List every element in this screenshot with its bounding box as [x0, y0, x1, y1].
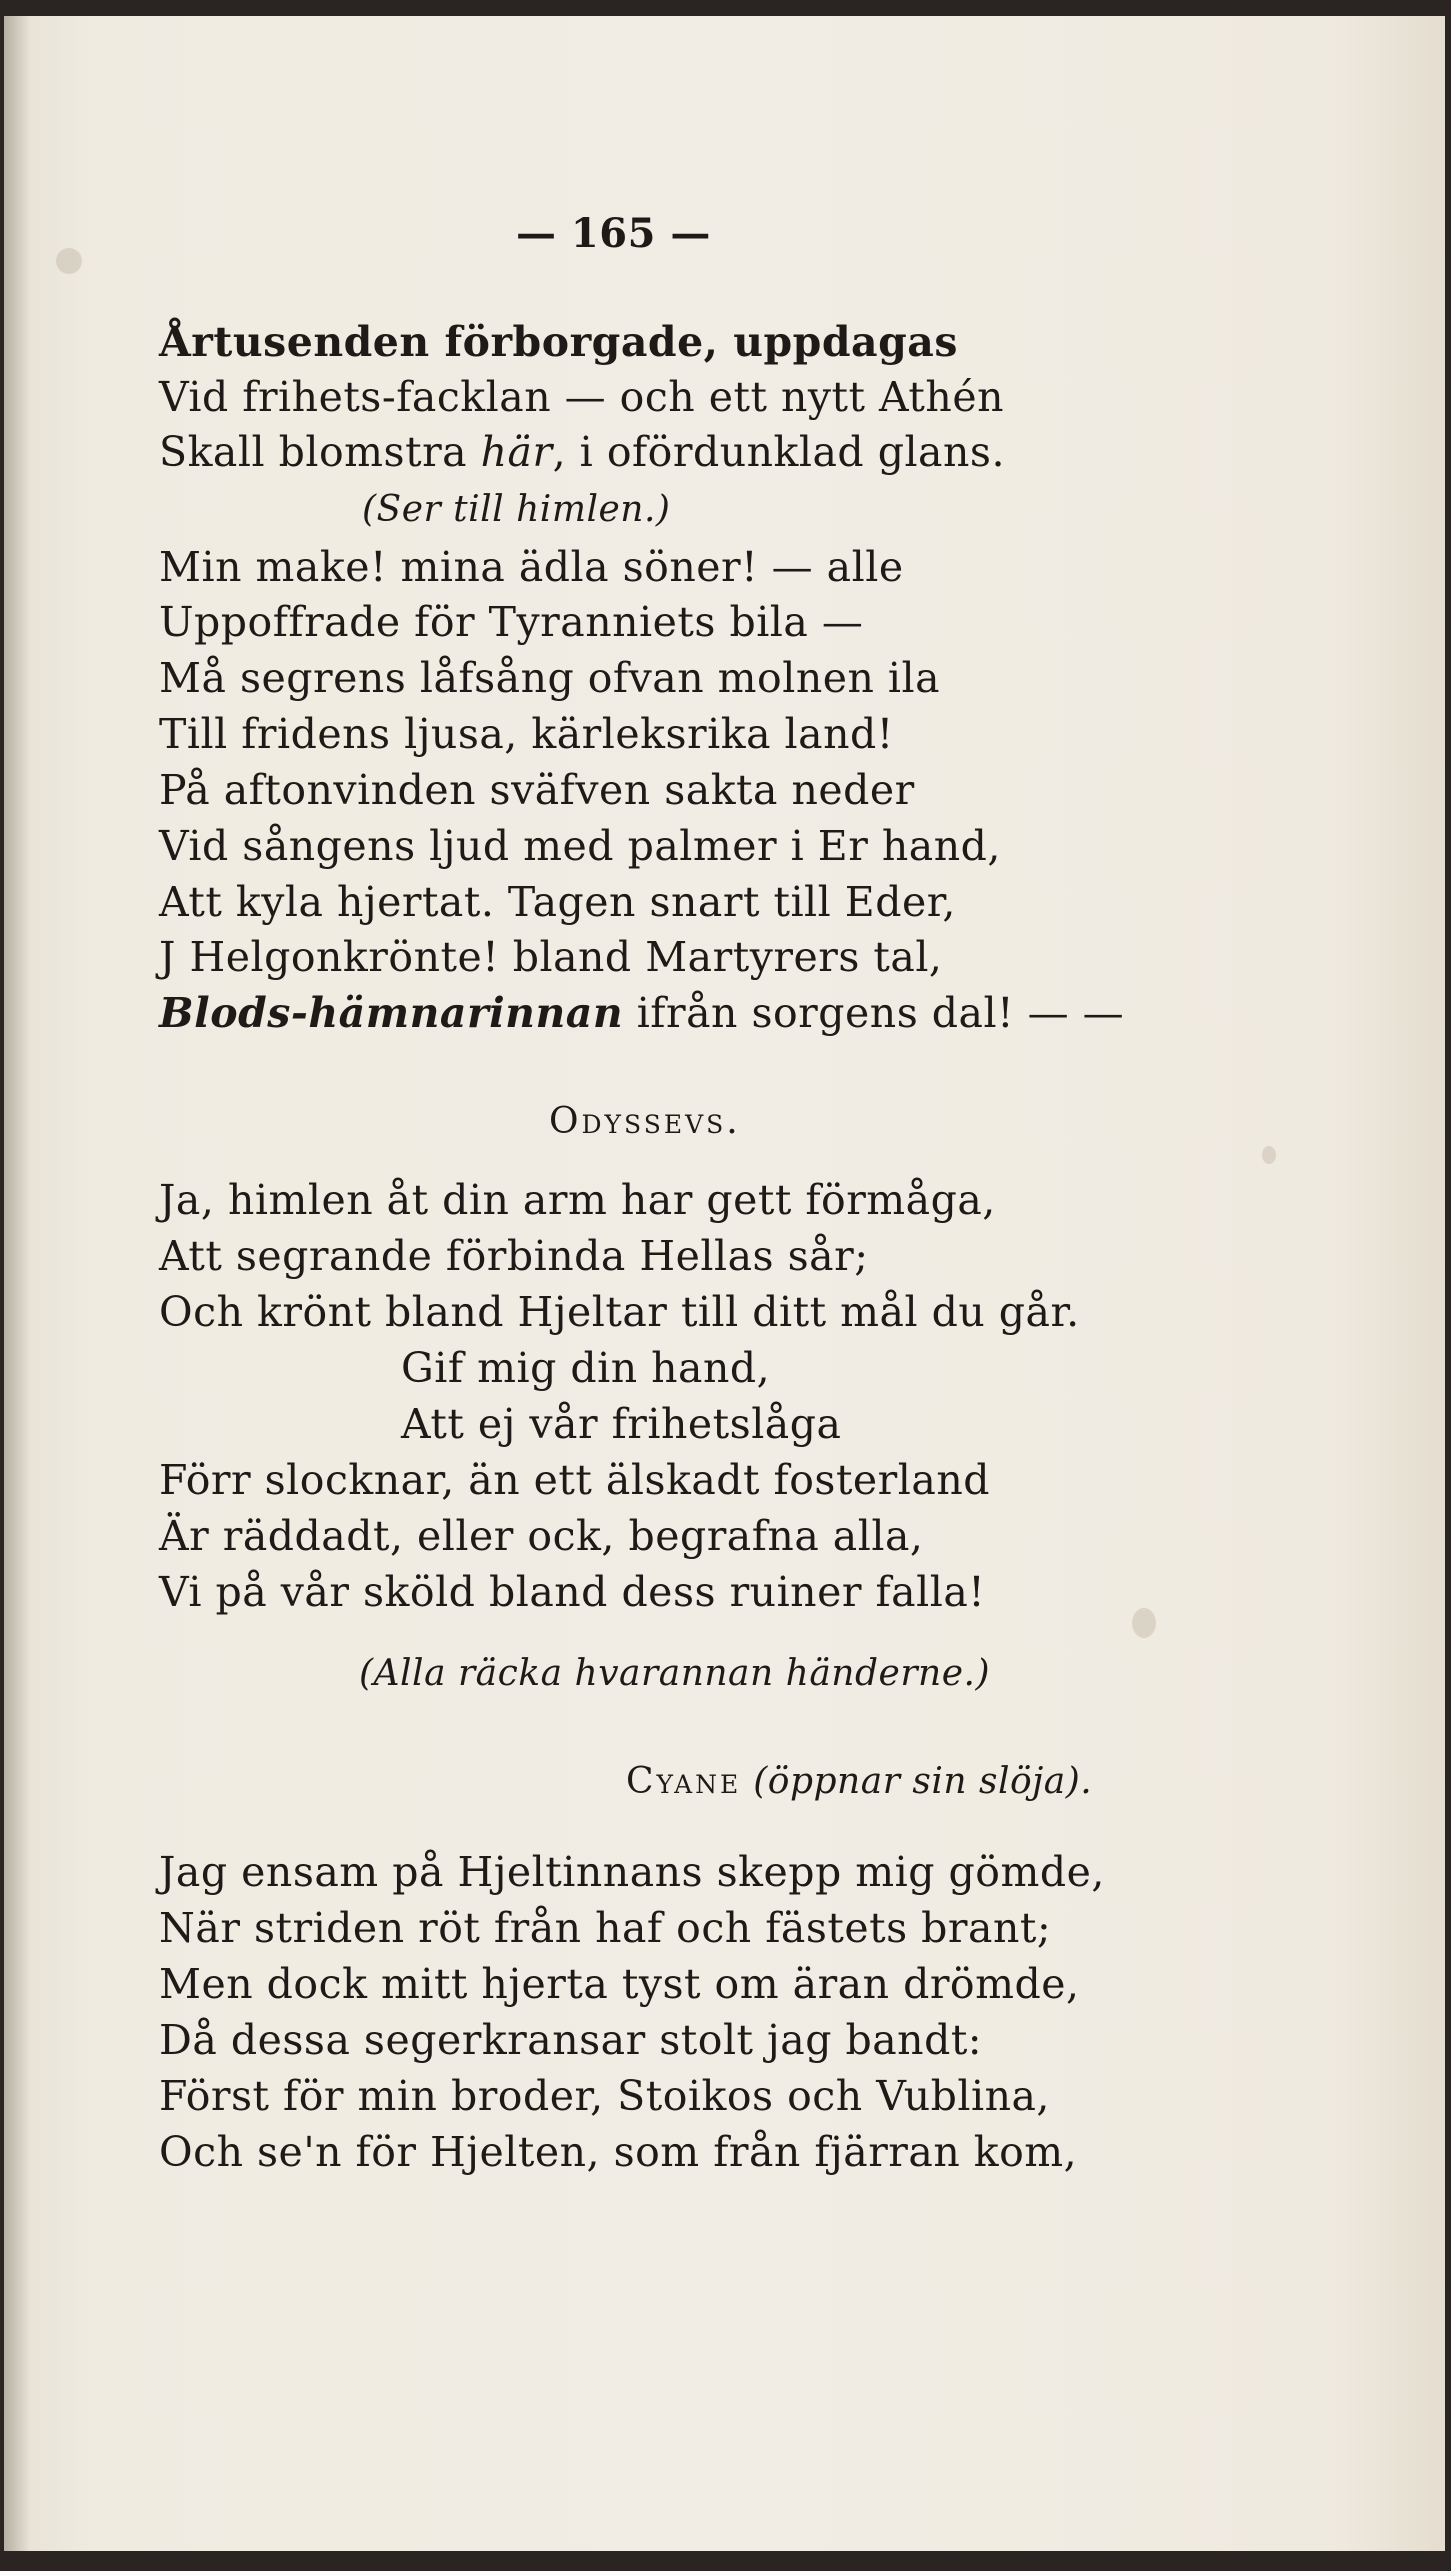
- speaker-name: Odyssevs.: [549, 1101, 741, 1142]
- verse-line: Att ej vår frihetslåga: [401, 1400, 842, 1448]
- verse-line: [159, 987, 1124, 1039]
- book-page: [4, 16, 1445, 2551]
- stage-direction: (Alla räcka hvarannan händerne.): [359, 1653, 991, 1694]
- verse-line: Och krönt bland Hjeltar till ditt mål du går.: [159, 1288, 1080, 1336]
- verse-line: Att kyla hjertat. Tagen snart till Eder,: [159, 878, 956, 926]
- text-run: , i ofördunklad glans.: [552, 428, 1005, 476]
- verse-line: Jag ensam på Hjeltinnans skepp mig gömde,: [159, 1848, 1105, 1896]
- verse-line: Och se'n för Hjelten, som från fjärran kom,: [159, 2128, 1078, 2176]
- emphasis: Blods-hämnarinnan: [159, 989, 624, 1037]
- speaker-line: [626, 1756, 1092, 1808]
- verse-line: Årtusenden förborgade, uppdagas: [159, 318, 958, 366]
- verse-line: Men dock mitt hjerta tyst om äran drömde,: [159, 1960, 1080, 2008]
- verse-line: Förr slocknar, än ett älskadt fosterland: [159, 1456, 990, 1504]
- verse-line: Ja, himlen åt din arm har gett förmåga,: [159, 1176, 996, 1224]
- verse-line: Till fridens ljusa, kärleksrika land!: [159, 710, 894, 758]
- verse-line: J Helgonkrönte! bland Martyrers tal,: [159, 933, 943, 981]
- verse-line: Då dessa segerkransar stolt jag bandt:: [159, 2016, 983, 2064]
- speaker-name: Cyane: [626, 1761, 742, 1802]
- stage-direction: (Ser till himlen.): [362, 489, 671, 530]
- verse-line: På aftonvinden sväfven sakta neder: [159, 766, 915, 814]
- emphasis: här: [480, 428, 553, 476]
- verse-line: När striden röt från haf och fästets brant;: [159, 1904, 1052, 1952]
- verse-line: Gif mig din hand,: [401, 1344, 771, 1392]
- verse-line: Må segrens låfsång ofvan molnen ila: [159, 654, 941, 702]
- verse-line: [159, 426, 1005, 478]
- verse-line: Att segrande förbinda Hellas sår;: [159, 1232, 869, 1280]
- verse-line: Vid sångens ljud med palmer i Er hand,: [159, 822, 1001, 870]
- page-number: — 165 —: [516, 210, 711, 257]
- verse-line: Uppoffrade för Tyranniets bila —: [159, 598, 864, 646]
- text-run: ifrån sorgens dal! — —: [623, 989, 1125, 1037]
- verse-line: Min make! mina ädla söner! — alle: [159, 543, 904, 591]
- verse-line: Är räddadt, eller ock, begrafna alla,: [159, 1512, 924, 1560]
- page-text: [4, 16, 1445, 2551]
- text-run: Skall blomstra: [159, 428, 481, 476]
- verse-line: Vid frihets-facklan — och ett nytt Athén: [159, 373, 1004, 421]
- verse-line: Vi på vår sköld bland dess ruiner falla!: [159, 1568, 986, 1616]
- verse-line: Först för min broder, Stoikos och Vublina,: [159, 2072, 1050, 2120]
- stage-direction: (öppnar sin slöja).: [753, 1761, 1093, 1802]
